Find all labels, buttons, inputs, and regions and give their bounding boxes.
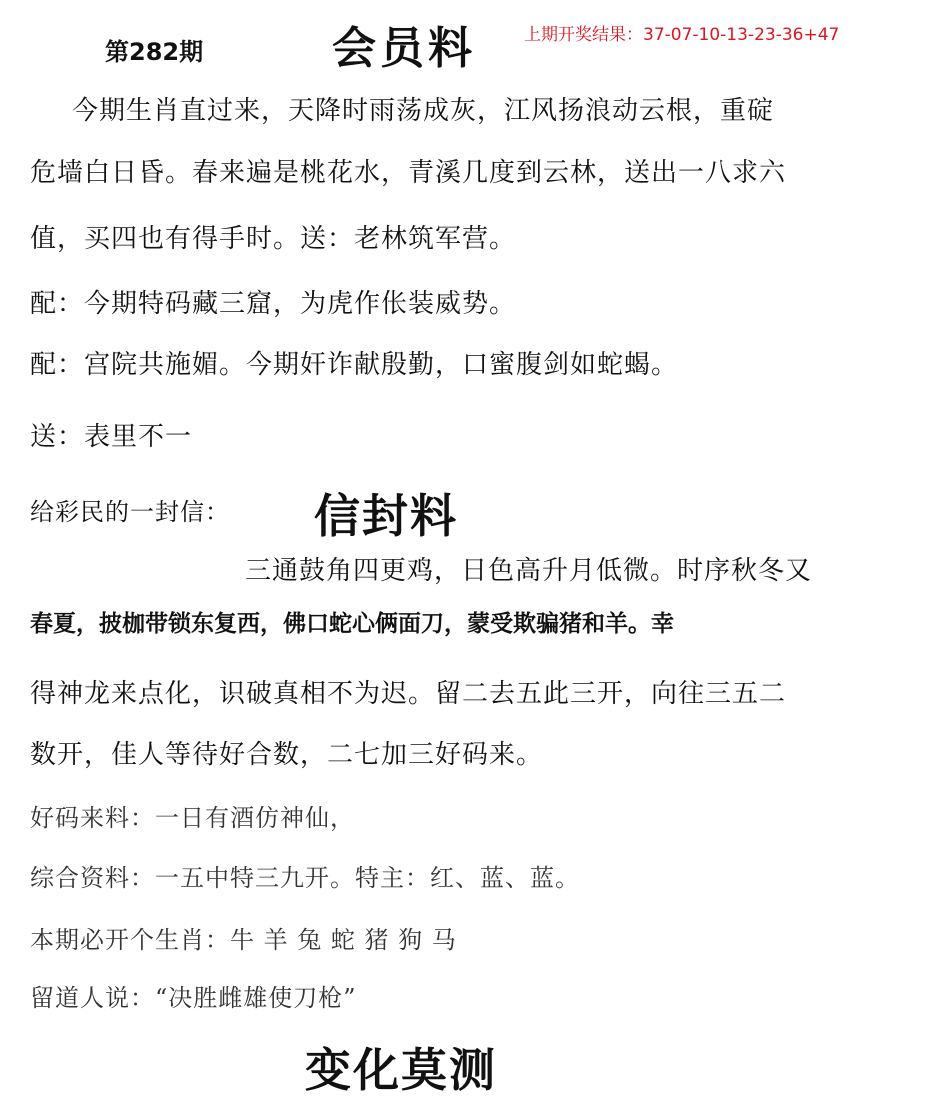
- poem-line: 三通鼓角四更鸡，日色高升月低微。时序秋冬又: [245, 556, 813, 586]
- text-line: 今期生肖直过来，天降时雨荡成灰，江风扬浪动云根，重碇: [72, 96, 775, 126]
- issue-number: 第282期: [105, 38, 204, 66]
- page-title: 会员料: [332, 23, 476, 74]
- letter-title: 信封料: [314, 489, 458, 543]
- note-line: 好码来料：一日有酒仿神仙，: [30, 804, 355, 832]
- text-line: 危墙白日昏。春来遍是桃花水，青溪几度到云林，送出一八求六: [30, 158, 787, 188]
- letter-label: 给彩民的一封信：: [30, 498, 230, 526]
- text-line: 配：今期特码藏三窟，为虎作伥装威势。: [30, 289, 517, 319]
- poem-line: 春夏，披枷带锁东复西，佛口蛇心俩面刀，蒙受欺骗猪和羊。幸: [30, 610, 674, 637]
- footer-title: 变化莫测: [305, 1043, 497, 1097]
- text-line: 配：宫院共施媚。今期奸诈献殷勤，口蜜腹剑如蛇蝎。: [30, 350, 679, 380]
- note-line: 留道人说：“决胜雌雄使刀枪”: [30, 984, 357, 1012]
- text-line: 值，买四也有得手时。送：老林筑军营。: [30, 224, 517, 254]
- last-draw-result: 上期开奖结果：37-07-10-13-23-36+47: [524, 25, 840, 45]
- poem-line: 得神龙来点化，识破真相不为迟。留二去五此三开，向往三五二: [30, 679, 787, 709]
- note-line: 本期必开个生肖：牛 羊 兔 蛇 猪 狗 马: [30, 926, 457, 954]
- note-line: 综合资料：一五中特三九开。特主：红、蓝、蓝。: [30, 864, 580, 892]
- poem-line: 数开，佳人等待好合数，二七加三好码来。: [30, 740, 544, 770]
- text-line: 送：表里不一: [30, 422, 193, 452]
